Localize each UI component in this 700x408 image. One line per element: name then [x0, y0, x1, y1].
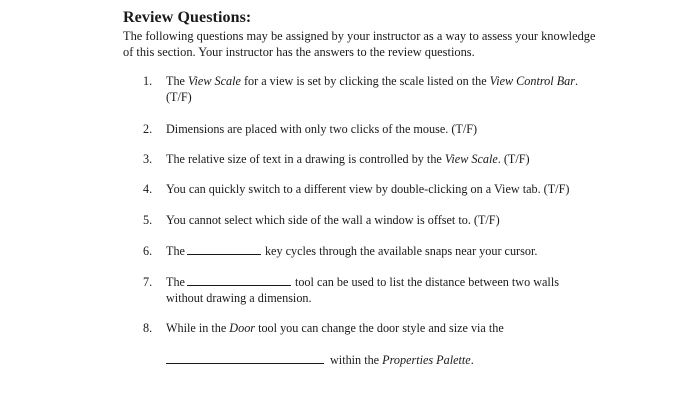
section-heading: Review Questions: — [123, 9, 252, 26]
term-view-scale: View Scale — [444, 152, 498, 166]
question-number: 7. — [143, 275, 153, 289]
question-text: The relative size of text in a drawing is controlled by the View Scale. (T/F) — [166, 152, 530, 166]
question-number: 8. — [143, 321, 153, 335]
question-number: 2. — [143, 122, 153, 136]
question-number: 3. — [143, 152, 153, 166]
question-number: 1. — [143, 74, 153, 88]
true-false-marker: (T/F) — [166, 90, 192, 104]
question-number: 4. — [143, 182, 153, 196]
question-text: The View Scale for a view is set by clicking the scale listed on the View Control Bar. (T/F) — [166, 74, 579, 104]
question-number: 5. — [143, 213, 153, 227]
term-door: Door — [229, 321, 256, 335]
question-text: You can quickly switch to a different view by double-clicking on a View tab. (T/F) — [166, 182, 570, 196]
term-view-scale: View Scale — [188, 74, 241, 88]
question-text: While in the Door tool you can change the door style and size via the — [166, 321, 504, 335]
term-view-control-bar: View Control Bar — [489, 74, 575, 88]
question-text: The tool can be used to list the distance between two walls without drawing a dimension. — [166, 275, 559, 305]
question-number: 6. — [143, 244, 153, 258]
question-text: The key cycles through the available snaps near your cursor. — [166, 244, 538, 258]
answer-blank — [187, 243, 261, 255]
answer-blank — [166, 352, 324, 364]
question-text: within the Properties Palette. — [166, 352, 611, 368]
question-text: You cannot select which side of the wall a window is offset to. (T/F) — [166, 213, 500, 227]
term-properties-palette: Properties Palette — [382, 353, 471, 367]
answer-blank — [187, 274, 291, 286]
intro-paragraph: The following questions may be assigned by your instructor as a way to assess your knowledge of this section. Your instructor has the answers to the review questions. — [123, 29, 596, 59]
question-text: Dimensions are placed with only two clicks of the mouse. (T/F) — [166, 122, 478, 136]
